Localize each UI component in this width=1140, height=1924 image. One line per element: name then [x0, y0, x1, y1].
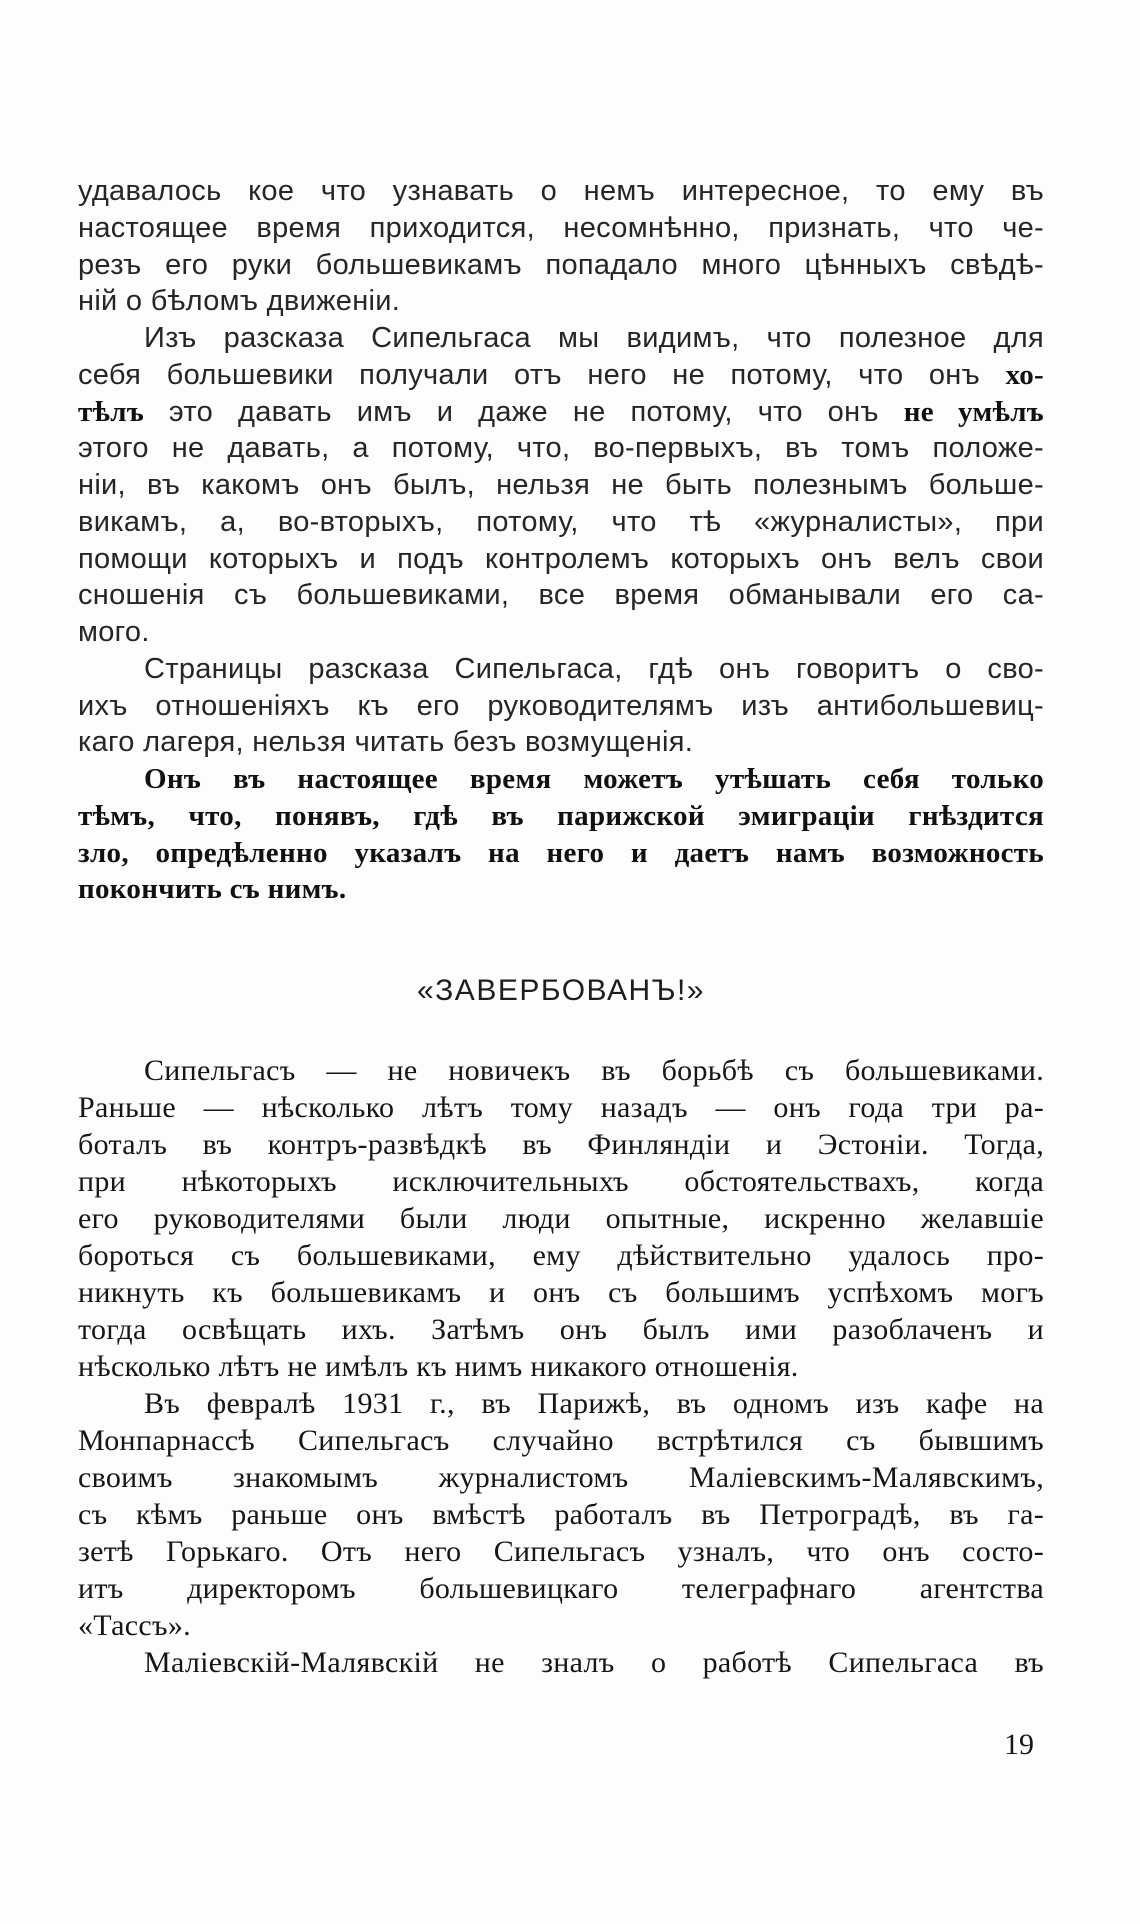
text-line: итъ директоромъ большевицкаго телеграфнаго агентства [78, 1572, 1044, 1605]
text-line: никнуть къ большевикамъ и онъ съ большимъ успѣхомъ могъ [78, 1276, 1044, 1309]
text-line: каго лагеря, нельзя читать безъ возмущенія. [78, 726, 694, 759]
text-line: зетѣ Горькаго. Отъ него Сипельгасъ узналъ, что онъ состо- [78, 1535, 1044, 1568]
bold-text: не умѣлъ [903, 395, 1044, 428]
text-line: настоящее время приходится, несомнѣнно, признать, что че- [78, 211, 1044, 244]
text-section [78, 173, 1044, 908]
text-segment: себя большевики получали отъ него не потому, что онъ [78, 358, 1006, 391]
text-line: помощи которыхъ и подъ контролемъ которыхъ онъ велъ свои [78, 542, 1044, 575]
text-line: съ кѣмъ раньше онъ вмѣстѣ работалъ въ Петроградѣ, въ га- [78, 1498, 1044, 1531]
text-line: нѣсколько лѣтъ не имѣлъ къ нимъ никакого отношенія. [78, 1350, 799, 1383]
text-line: тѣмъ, что, понявъ, гдѣ въ парижской эмиграціи гнѣздится [78, 799, 1044, 832]
text-line: Онъ въ настоящее время можетъ утѣшать себя только [144, 763, 1044, 795]
paragraph [78, 1385, 1044, 1644]
text-line [78, 394, 1044, 431]
paragraph [78, 320, 1044, 651]
text-line: Изъ разсказа Сипельгаса мы видимъ, что полезное для [144, 322, 1044, 354]
text-line: своимъ знакомымъ журналистомъ Маліевскимъ-Малявскимъ, [78, 1461, 1044, 1494]
text-section [78, 1052, 1044, 1681]
text-line: Раньше — нѣсколько лѣтъ тому назадъ — онъ года три ра- [78, 1091, 1044, 1124]
text-line: мого. [78, 616, 150, 648]
text-segment: это давать имъ и даже не потому, что онъ [144, 395, 904, 428]
text-line: его руководителями были люди опытные, искренно желавшіе [78, 1202, 1044, 1235]
bold-paragraph [78, 761, 1044, 908]
page-number: 19 [1004, 1728, 1034, 1761]
paragraph [78, 1644, 1044, 1681]
text-line: бороться съ большевиками, ему дѣйствительно удалось про- [78, 1239, 1044, 1272]
text-line: ихъ отношеніяхъ къ его руководителямъ изъ антибольшевиц- [78, 689, 1044, 722]
text-line: резъ его руки большевикамъ попадало много цѣнныхъ свѣдѣ- [78, 248, 1044, 281]
text-line: сношенія съ большевиками, все время обманывали его са- [78, 579, 1044, 612]
text-line [78, 357, 1044, 394]
text-line: зло, опредѣленно указалъ на него и даетъ намъ возможность [78, 836, 1044, 869]
text-line: Маліевскій-Малявскій не зналъ о работѣ Сипельгаса въ [144, 1646, 1044, 1679]
text-line: ніи, въ какомъ онъ былъ, нельзя не быть полезнымъ больше- [78, 469, 1044, 501]
bold-text: тѣлъ [78, 395, 145, 428]
paragraph [78, 1052, 1044, 1385]
text-line: Монпарнассѣ Сипельгасъ случайно встрѣтился съ бывшимъ [78, 1424, 1044, 1457]
text-line: Въ февралѣ 1931 г., въ Парижѣ, въ одномъ изъ кафе на [144, 1387, 1044, 1420]
text-line: ній о бѣломъ движеніи. [78, 285, 401, 318]
text-line: викамъ, а, во-вторыхъ, потому, что тѣ «журналисты», при [78, 505, 1044, 538]
text-line: этого не давать, а потому, что, во-первыхъ, въ томъ положе- [78, 432, 1044, 465]
paragraph [78, 651, 1044, 761]
text-line: боталъ въ контръ-развѣдкѣ въ Финляндіи и Эстоніи. Тогда, [78, 1128, 1044, 1161]
text-line: покончить съ нимъ. [78, 873, 347, 906]
paragraph [78, 173, 1044, 320]
section-heading: «ЗАВЕРБОВАНЪ!» [417, 974, 705, 1007]
text-line: удавалось кое что узнавать о немъ интересное, то ему въ [78, 175, 1044, 207]
text-line: тогда освѣщать ихъ. Затѣмъ онъ былъ ими разоблаченъ и [78, 1313, 1044, 1346]
text-line: «Тассъ». [78, 1609, 191, 1642]
text-line: Сипельгасъ — не новичекъ въ борьбѣ съ большевиками. [144, 1054, 1044, 1087]
text-line: Страницы разсказа Сипельгаса, гдѣ онъ говоритъ о сво- [144, 652, 1044, 685]
bold-text: хо- [1005, 358, 1044, 391]
text-line: при нѣкоторыхъ исключительныхъ обстоятельствахъ, когда [78, 1165, 1044, 1198]
